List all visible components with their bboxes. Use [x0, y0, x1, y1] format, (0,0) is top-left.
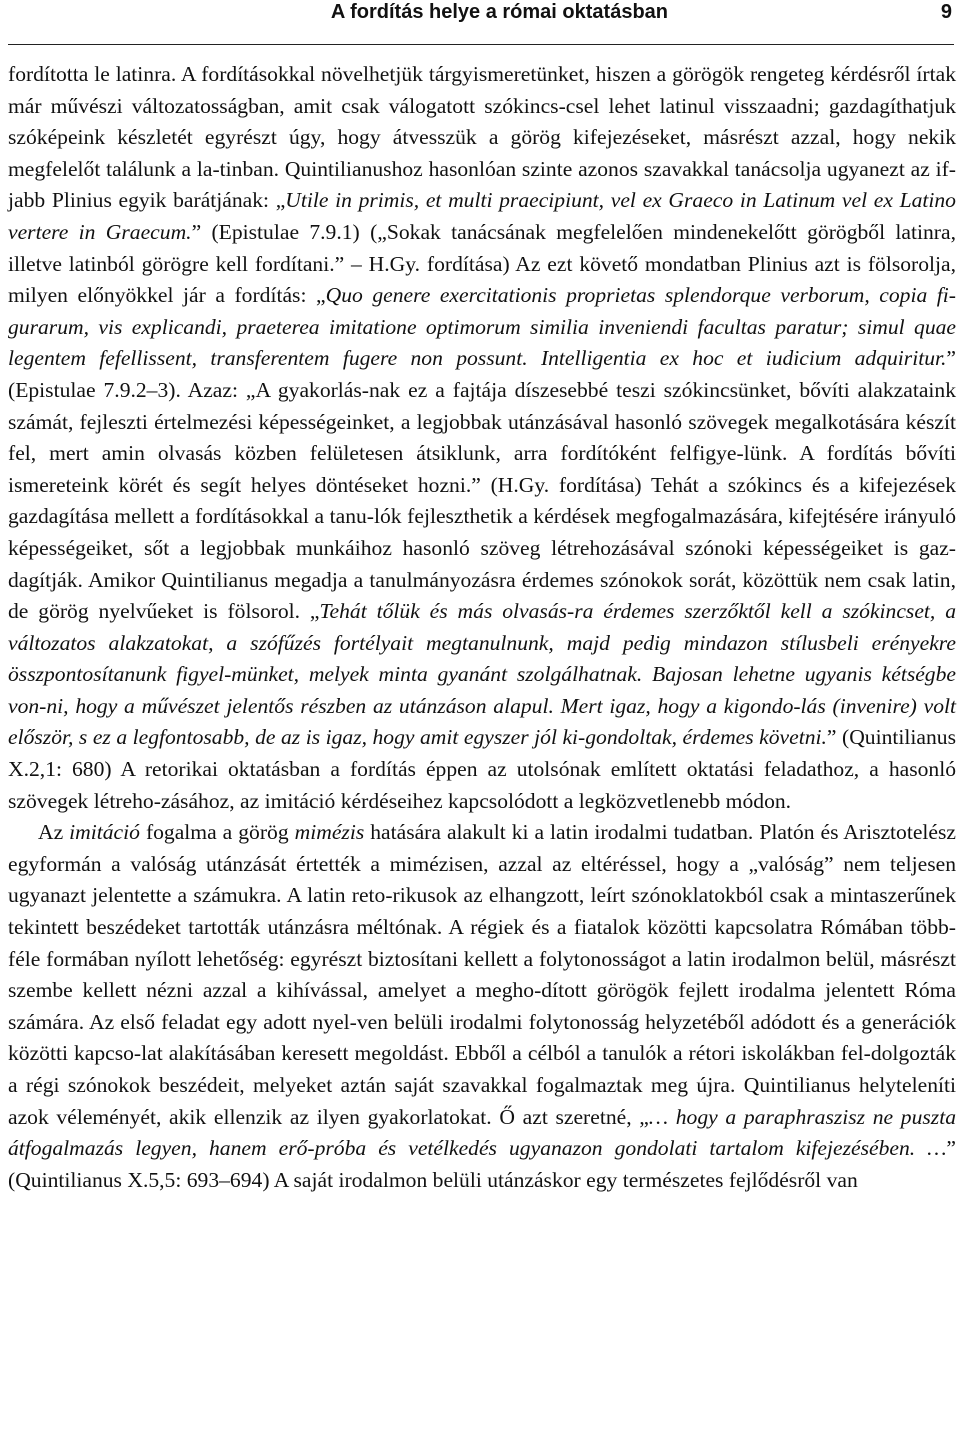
quintilianus-quote: Tehát tőlük és más olvasás-ra érdemes szerzőktől kell a szókincset, a változatos alakzatokat, a szófűzés fortélyait megtanulnunk, majd pedig mindazon stílusbeli erényekre összpontosítanunk figyel-münket, melyek minta gyanánt szolgálhatnak. Bajosan lehetne ugyanis kétségbe von-ni, hogy a művészet jelentős részben az utánzáson alapul. Mert igaz, hogy a kigondo-lás (invenire) volt először, s ez a legfontosabb, de az is igaz, hogy amit egyszer jól ki-gondoltak, érdemes követni. — [8, 599, 956, 750]
text-run: ” (Quintilianus X.5,5: 693–694) A saját irodalmon belüli utánzáskor egy természetes fejlődésről van — [8, 1136, 956, 1192]
paragraph-1 — [8, 59, 956, 817]
text-run: hatására alakult ki a latin irodalmi tudatban. Platón és Arisztotelész egyformán a valóság utánzását értették a mimézisen, azzal az eltéréssel, hogy a „valóság” nem teljesen ugyanazt jelentette a számukra. A latin reto-rikusok az elhangzott, leírt szónoklatokból csak a mintaszerűnek tekintett beszédeket tartották utánzásra méltónak. A régiek és a fiatalok közötti kapcsolatra Rómában több-féle formában nyílott lehetőség: egyrészt biztosítani kellett a folytonosságot a latin irodalmon belül, másrészt szembe kellett nézni azzal a kihívással, amelyet a megho-dított görögök fejlett irodalma jelentett Róma számára. Az első feladat egy adott nyel-ven belüli irodalmi folytonosság helyzetéből adódott és a generációk közötti kapcso-lat alakításában keresett megoldást. Ebből a célból a tanulók a rétori iskolákban fel-dolgozták a régi szónokok beszédeit, melyeket aztán saját szavakkal fogalmaztak meg újra. Quintilianus helyteleníti azok véleményét, akik ellenzik az ilyen gyakorlatokat. Ő azt szeretné, „ — [8, 820, 957, 1129]
paragraph-2 — [8, 817, 956, 1196]
latin-quote: Quo genere exercitationis proprietas splendorque verborum, copia fi-gurarum, vis explicandi, praeterea imitatione optimorum similia inveniendi facultas paratur; simul quae legentem fefellissent, transferentem fugere non possunt. Intelligentia ex hoc et iudicium adquiritur. — [8, 283, 956, 371]
text-run: Az — [38, 820, 70, 845]
text-run: ” (Epistulae 7.9.2–3). Azaz: „A gyakorlás-nak ez a fajtája díszesebbé teszi szókincsünket, bővíti alakzataink számát, fejleszti értelmezési képességeinket, a legjobbak utánzásával hasonló szövegek megalkotására készít fel, mert amin olvasás közben felületesen átsiklunk, arra fordítóként felfigye-lünk. A fordítás bővíti ismereteink körét és segít helyes döntéseket hozni.” (H.Gy. fordítása) Tehát a szókincs és a kifejezések gazdagítása mellett a fordításokkal a tanu-lók fejleszthetik a kérdések megfogalmazására, kifejtésére irányuló képességeiket, sőt a legjobbak munkáihoz hasonló szöveg létrehozásával szónoki képességeiket is gaz-dagítják. Amikor Quintilianus megadja a tanulmányozásra érdemes szónokok sorát, közöttük nem csak latin, de görög nyelvűeket is fölsorol. „ — [8, 346, 956, 624]
text-run: ” (Quintilianus X.2,1: 680) A retorikai oktatásban a fordítás éppen az utolsónak említett oktatási feladathoz, a hasonló szövegek létreho-zásához, az imitáció kérdéseihez kapcsolódott a legközvetlenebb módon. — [8, 725, 956, 813]
text-run: fordította le latinra. A fordításokkal növelhetjük tárgyismeretünket, hiszen a görögök rengeteg kérdésről írtak már művészi változatosságban, amit csak válogatott szókincs-csel lehet latinul visszaadni; gazdagíthatjuk szóképeink készletét egyrészt úgy, hogy átvesszük a görög kifejezéseket, másrészt azzal, hogy nekik megfelelőt találunk a la-tinban. Quintilianushoz hasonlóan szinte azonos szavakkal tanácsolja ugyanezt az if-jabb Plinius egyik barátjának: „ — [8, 62, 956, 213]
running-title: A fordítás helye a római oktatásban — [330, 1, 668, 23]
page-number: 9 — [940, 1, 952, 23]
latin-quote: Utile in primis, et multi praecipiunt, vel ex Graeco in Latinum vel ex Latino vertere in Graecum. — [8, 188, 956, 244]
term-imitatio: imitáció — [69, 820, 140, 845]
running-header — [8, 0, 954, 45]
quintilianus-quote: … hogy a paraphraszisz ne puszta átfogalmazás legyen, hanem erő-próba és vetélkedés ugyanazon gondolati tartalom kifejezésében. … — [8, 1104, 956, 1161]
text-run: ” (Epistulae 7.9.1) („Sokak tanácsának megfelelően mindenekelőtt görögből latinra, illetve latinból görögre kell fordítani.” – H.Gy. fordítása) Az ezt követő mondatban Plinius azt is fölsorolja, milyen előnyökkel jár a fordítás: „ — [8, 219, 956, 308]
text-run: fogalma a görög — [139, 820, 295, 845]
term-mimezis: mimézis — [294, 820, 365, 845]
body-text — [8, 59, 956, 1196]
